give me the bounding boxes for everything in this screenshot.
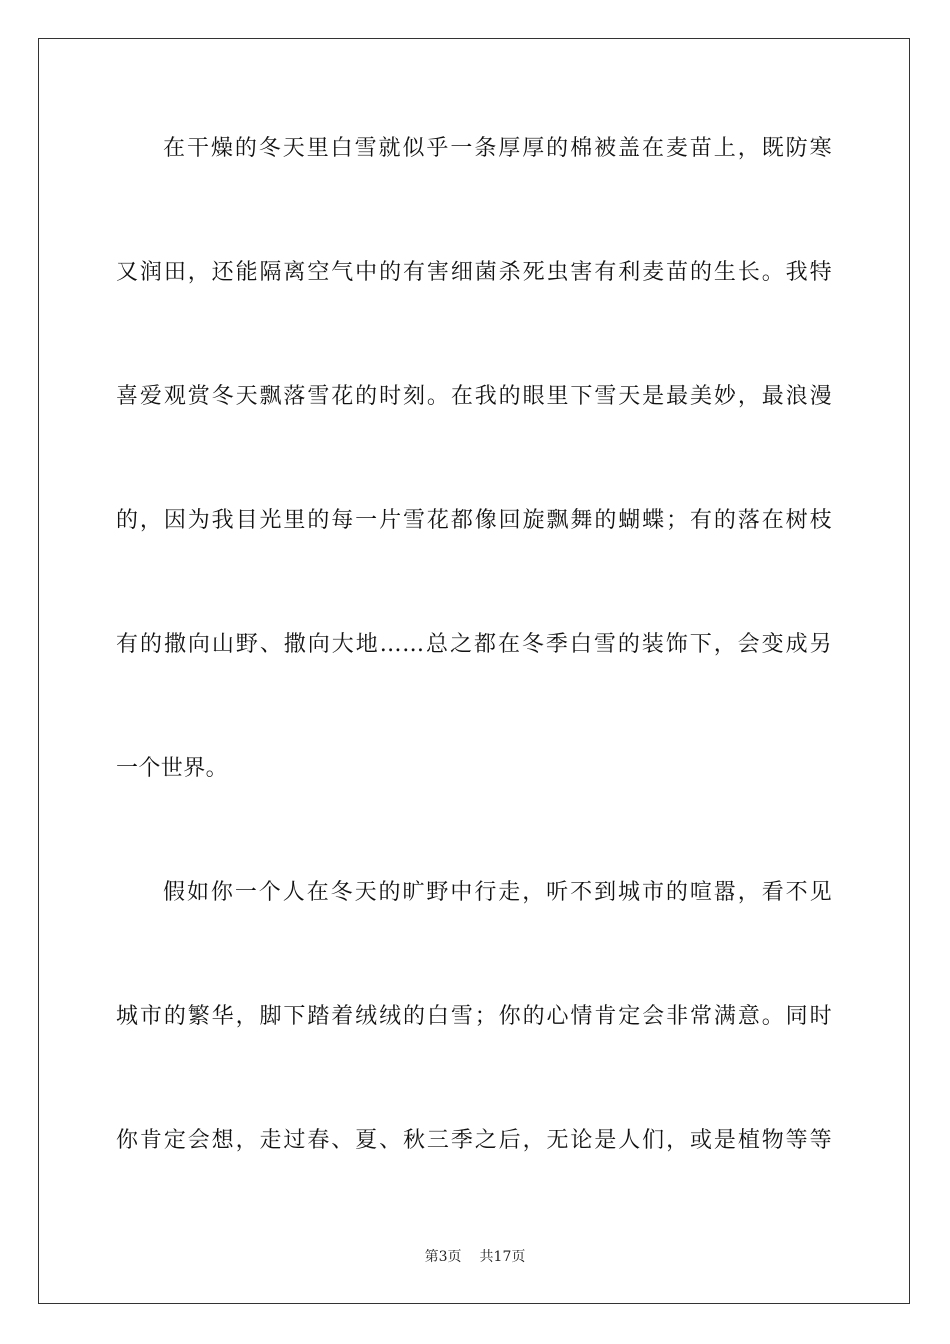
- page-footer: [0, 1248, 950, 1266]
- paragraph-2-line-2: 城市的繁华，脚下踏着绒绒的白雪；你的心情肯定会非常满意。同时: [116, 1004, 832, 1029]
- page-number: 第3页: [424, 1249, 462, 1265]
- paragraph-1-line-5: 有的撒向山野、撒向大地……总之都在冬季白雪的装饰下，会变成另: [116, 632, 832, 657]
- page-border: [38, 38, 910, 1304]
- paragraph-2-line-1: 假如你一个人在冬天的旷野中行走，听不到城市的喧嚣，看不见: [163, 880, 832, 905]
- paragraph-1-line-2: 又润田，还能隔离空气中的有害细菌杀死虫害有利麦苗的生长。我特: [116, 260, 832, 285]
- paragraph-1-line-6: 一个世界。: [116, 756, 229, 781]
- paragraph-2-line-3: 你肯定会想，走过春、夏、秋三季之后，无论是人们，或是植物等等: [116, 1128, 832, 1153]
- paragraph-1-line-3: 喜爱观赏冬天飘落雪花的时刻。在我的眼里下雪天是最美妙，最浪漫: [116, 384, 832, 409]
- paragraph-1-line-4: 的，因为我目光里的每一片雪花都像回旋飘舞的蝴蝶；有的落在树枝: [116, 508, 832, 533]
- paragraph-1-line-1: 在干燥的冬天里白雪就似乎一条厚厚的棉被盖在麦苗上，既防寒: [163, 136, 832, 161]
- page-total: 共17页: [479, 1249, 526, 1265]
